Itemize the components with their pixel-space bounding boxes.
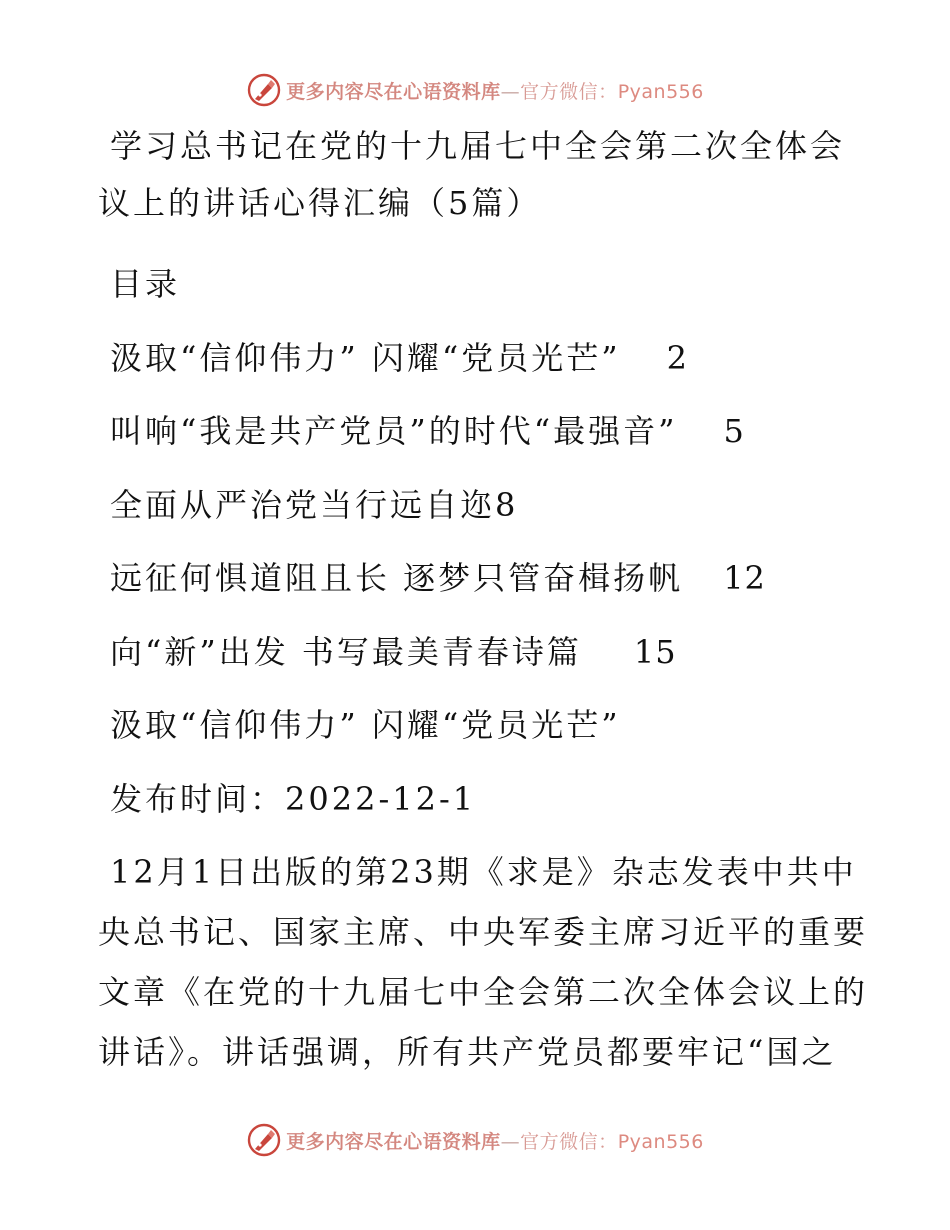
paragraph-line: 讲话》。讲话强调，所有共产党员都要牢记“国之: [98, 1033, 837, 1071]
toc-entry-title: 向“新”出发 书写最美青春诗篇: [110, 632, 582, 671]
banner-separator: —: [500, 80, 521, 103]
toc-entry-title: 叫响“我是共产党员”的时代“最强音”: [110, 412, 678, 450]
toc-entry[interactable]: [98, 469, 858, 543]
toc-entry-title: 远征何惧道阻且长 逐梦只管奋楫扬帆: [110, 559, 684, 597]
section-title: 汲取“信仰伟力” 闪耀“党员光芒”: [110, 706, 621, 744]
banner-wechat-label: 官方微信：: [520, 1130, 618, 1153]
header-watermark-banner: [0, 70, 950, 110]
toc-heading: 目录: [110, 265, 181, 303]
body-paragraph: [98, 842, 869, 1082]
toc-entry-page: 2: [666, 338, 688, 377]
toc-entry[interactable]: [98, 616, 858, 690]
toc-entry[interactable]: [98, 322, 858, 396]
publish-time: 发布时间：2022-12-1: [110, 779, 477, 818]
paragraph-line: 12月1日出版的第23期《求是》杂志发表中共中: [110, 853, 857, 891]
toc-entry-title: 汲取“信仰伟力” 闪耀“党员光芒”: [110, 338, 621, 377]
banner-main-text: 更多内容尽在心语资料库: [286, 1130, 501, 1153]
toc-entry[interactable]: [98, 542, 858, 616]
toc-entry-page: 15: [633, 632, 677, 671]
banner-main-text: 更多内容尽在心语资料库: [286, 80, 501, 103]
banner-text: [286, 77, 704, 104]
table-of-contents: [98, 248, 858, 836]
toc-entry-page: 12: [723, 559, 766, 597]
banner-separator: —: [500, 1130, 521, 1153]
pen-nib-logo-icon: [246, 1122, 282, 1158]
banner-wechat-id: Pyan556: [617, 1130, 704, 1153]
paragraph-line: 文章《在党的十九届七中全会第二次全体会议上的: [98, 973, 869, 1011]
document-title-line-2: 议上的讲话心得汇编（5篇）: [98, 184, 542, 222]
document-body: [98, 118, 869, 1082]
toc-entry-page: 5: [723, 412, 745, 450]
footer-watermark-banner: [0, 1120, 950, 1160]
document-title-line-1: 学习总书记在党的十九届七中全会第二次全体会: [110, 127, 846, 165]
toc-entry-page: 8: [495, 485, 517, 524]
banner-wechat-id: Pyan556: [617, 80, 704, 103]
banner-wechat-label: 官方微信：: [520, 80, 618, 103]
paragraph-line: 央总书记、国家主席、中央军委主席习近平的重要: [98, 913, 869, 951]
toc-entry-title: 全面从严治党当行远自迩: [110, 485, 496, 524]
pen-nib-logo-icon: [246, 72, 282, 108]
toc-entry[interactable]: [98, 395, 858, 469]
banner-text: [286, 1127, 704, 1154]
